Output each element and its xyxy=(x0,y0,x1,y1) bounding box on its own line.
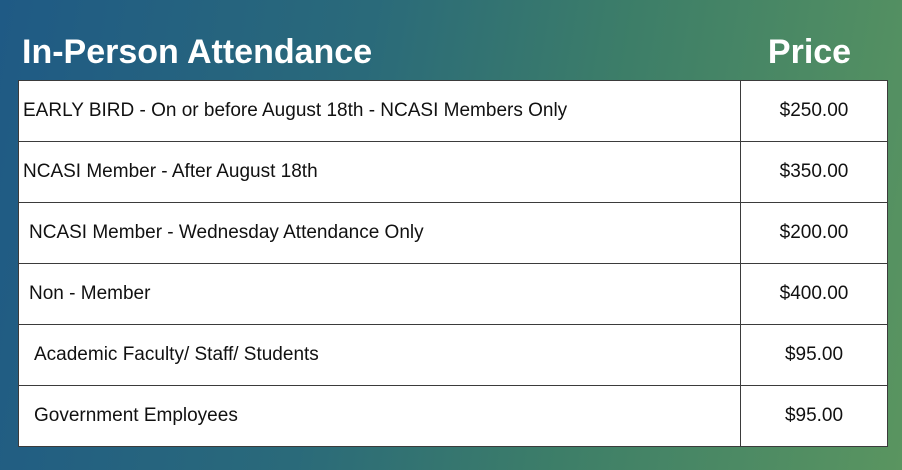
row-description: Government Employees xyxy=(19,386,741,447)
row-description: Non - Member xyxy=(19,264,741,325)
row-price: $250.00 xyxy=(741,81,888,142)
pricing-table xyxy=(18,80,888,447)
row-price: $200.00 xyxy=(741,203,888,264)
row-description: Academic Faculty/ Staff/ Students xyxy=(19,325,741,386)
attendance-column-header: In-Person Attendance xyxy=(22,33,373,71)
row-price: $95.00 xyxy=(741,386,888,447)
table-row xyxy=(19,81,888,142)
row-price: $350.00 xyxy=(741,142,888,203)
row-price: $95.00 xyxy=(741,325,888,386)
row-description: EARLY BIRD - On or before August 18th - NCASI Members Only xyxy=(19,81,741,142)
table-row xyxy=(19,142,888,203)
table-row xyxy=(19,325,888,386)
table-row xyxy=(19,264,888,325)
table-row xyxy=(19,203,888,264)
price-column-header: Price xyxy=(767,33,852,71)
row-price: $400.00 xyxy=(741,264,888,325)
table-row xyxy=(19,386,888,447)
row-description: NCASI Member - Wednesday Attendance Only xyxy=(19,203,741,264)
row-description: NCASI Member - After August 18th xyxy=(19,142,741,203)
